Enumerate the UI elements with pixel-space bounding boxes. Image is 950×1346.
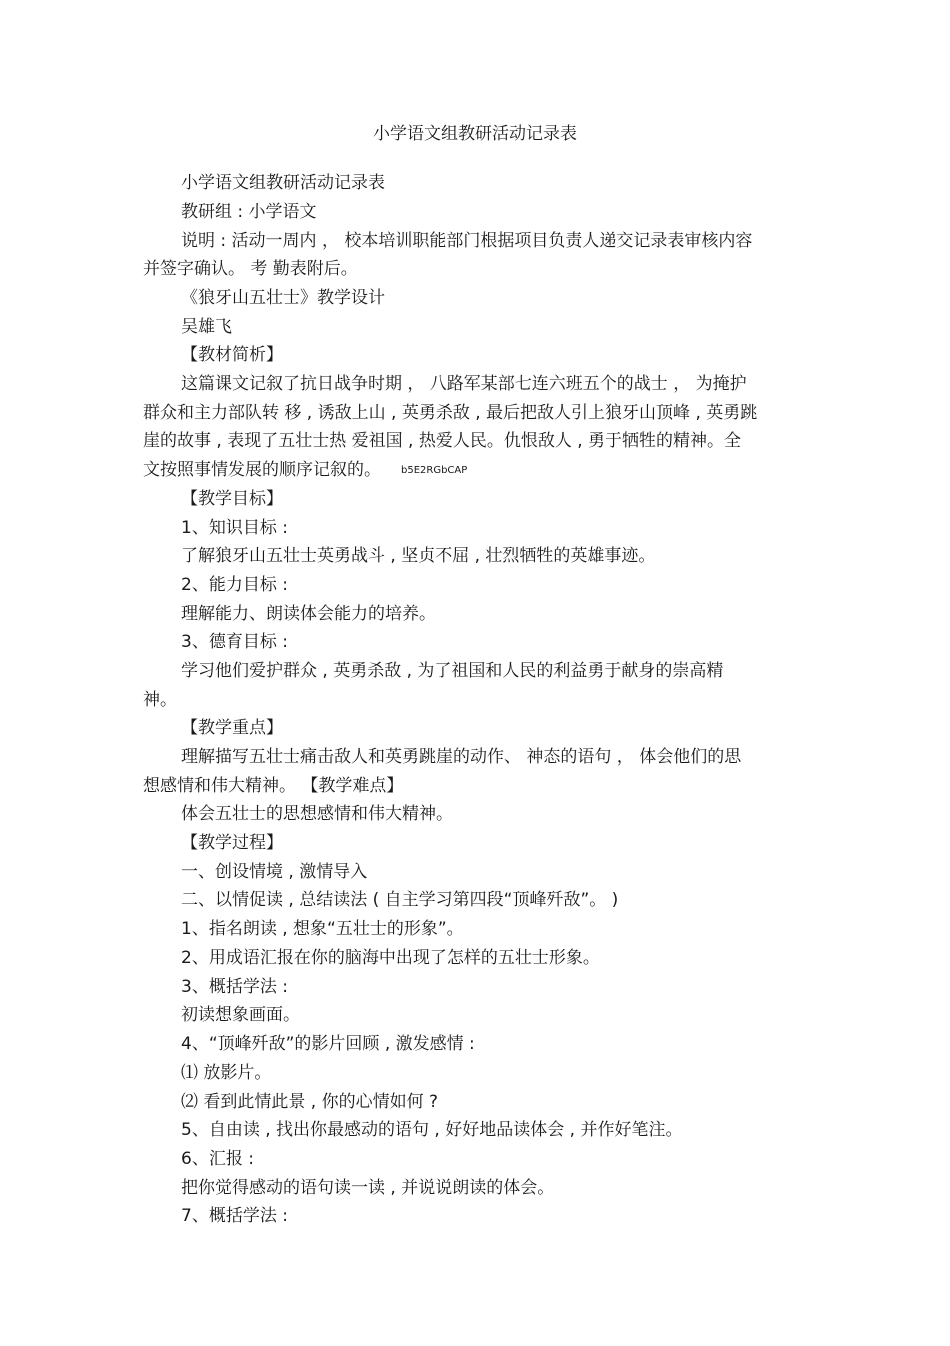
text-line: 了解狼牙山五壮士英勇战斗 , 坚贞不屈 , 壮烈牺牲的英雄事迹。 (181, 546, 656, 566)
section-heading: 【教材简析】 (181, 345, 283, 365)
text-line: 二、以情促读 , 总结读法 ( 自主学习第四段“顶峰歼敌”。 ) (181, 890, 619, 910)
text-line: ⑴ 放影片。 (181, 1063, 272, 1083)
text-line: 2、用成语汇报在你的脑海中出现了怎样的五壮士形象。 (181, 948, 600, 968)
section-heading: 【教学过程】 (181, 833, 283, 853)
text-line-content: 文按照事情发展的顺序记叙的。 (143, 460, 381, 480)
text-line: 3、概括学法 : (181, 977, 288, 997)
text-line: 初读想象画面。 (181, 1005, 300, 1025)
text-line: 1、知识目标 : (181, 518, 288, 538)
text-line: 学习他们爱护群众 , 英勇杀敌 , 为了祖国和人民的利益勇于献身的崇高精 (181, 661, 724, 681)
text-line: 群众和主力部队转 移 , 诱敌上山 , 英勇杀敌 , 最后把敌人引上狼牙山顶峰 , 英勇跳 (143, 403, 758, 423)
text-line: 2、能力目标 : (181, 575, 288, 595)
text-line: 小学语文组教研活动记录表 (181, 173, 385, 193)
document-code: b5E2RGbCAP (401, 465, 468, 476)
text-line: 《狼牙山五壮士》教学设计 (181, 288, 385, 308)
section-heading: 【教学目标】 (181, 489, 283, 509)
text-line: 理解描写五壮士痛击敌人和英勇跳崖的动作、 神态的语句 ， 体会他们的思 (181, 747, 742, 767)
text-line: 4、“顶峰歼敌”的影片回顾 , 激发感情 : (181, 1034, 475, 1054)
text-line: ⑵ 看到此情此景 , 你的心情如何 ? (181, 1092, 439, 1112)
section-heading: 【教学重点】 (181, 718, 283, 738)
text-line (143, 458, 467, 483)
text-line: 神。 (143, 690, 177, 710)
text-line: 说明 : 活动一周内 ， 校本培训职能部门根据项目负责人递交记录表审核内容 (181, 231, 753, 251)
text-line: 把你觉得感动的语句读一读 , 并说说朗读的体会。 (181, 1178, 555, 1198)
text-line: 3、德育目标 : (181, 632, 288, 652)
page-title: 小学语文组教研活动记录表 (373, 124, 577, 144)
text-line: 体会五壮士的思想感情和伟大精神。 (181, 804, 453, 824)
text-line: 想感情和伟大精神。 【教学难点】 (143, 776, 404, 796)
text-line: 吴雄飞 (181, 317, 232, 337)
text-line: 一、创设情境 , 激情导入 (181, 862, 368, 882)
text-line: 6、汇报 : (181, 1149, 254, 1169)
text-line: 1、指名朗读 , 想象“五壮士的形象”。 (181, 919, 464, 939)
text-line: 理解能力、朗读体会能力的培养。 (181, 604, 436, 624)
text-line: 5、自由读 , 找出你最感动的语句 , 好好地品读体会 , 并作好笔注。 (181, 1120, 683, 1140)
text-line: 7、概括学法 : (181, 1206, 288, 1226)
text-line: 并签字确认。 考 勤表附后。 (143, 259, 358, 279)
text-line: 崖的故事 , 表现了五壮士热 爱祖国 , 热爱人民。仇恨敌人 , 勇于牺牲的精神。全 (143, 431, 742, 451)
text-line: 这篇课文记叙了抗日战争时期 ， 八路军某部七连六班五个的战士 ， 为掩护 (181, 374, 747, 394)
text-line: 教研组 : 小学语文 (181, 202, 317, 222)
